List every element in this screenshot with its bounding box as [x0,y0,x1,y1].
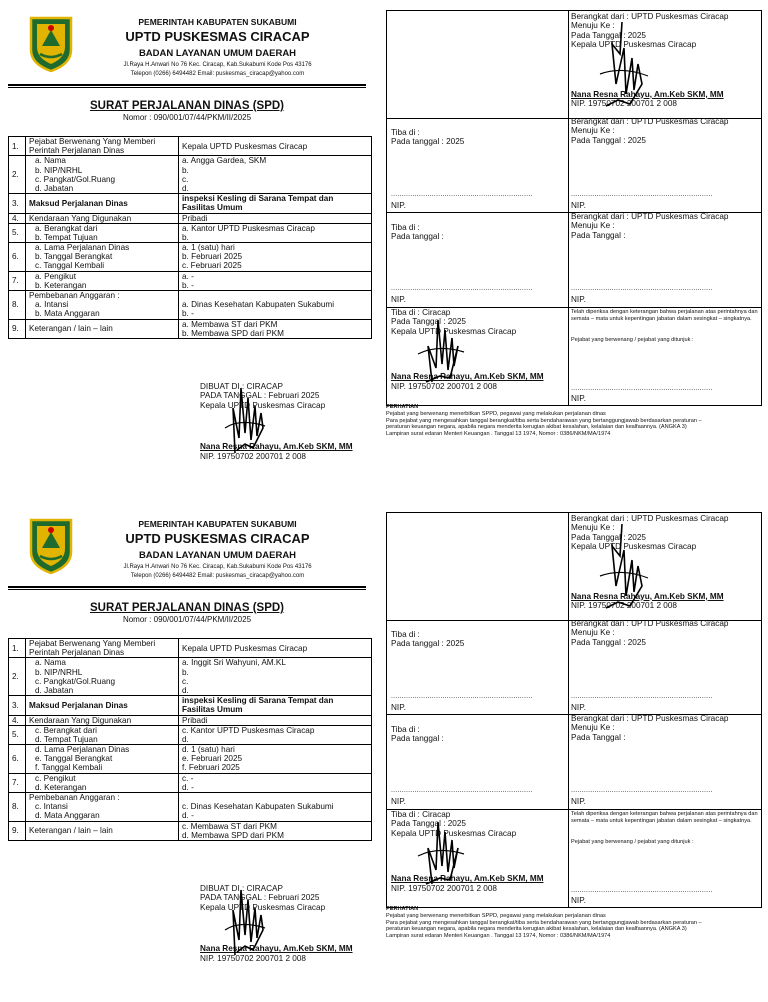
issuer-signature-block [200,382,370,461]
value-line: a. Kantor UPTD Puskesmas Ciracap [182,223,315,233]
notice-line: Pejabat yang berwenang menerbitkan SPPD, pegawai yang melakukan perjalanan dinas [386,410,606,417]
notice-line: Para pejabat yang mengesahkan tanggal berangkat/tiba serta bendaharawan yang bertanggungjawab berdasarkan peraturan – [386,417,702,424]
field-value [179,658,372,696]
row-number: 5. [9,725,26,744]
signature-line: .................................................................. [571,787,713,794]
table-row [9,745,372,774]
arrival-place: Tiba di : [391,630,420,639]
departure-from: Berangkat dari : UPTD Puskesmas Ciracap [571,714,729,723]
label-line: d. Keterangan [35,782,87,792]
endorsement-grid [386,512,762,908]
table-row [9,223,372,242]
field-value [179,223,372,242]
notice-line: Lampiran surat edaran Menteri Keuangan . Tanggal 13 1974, Nomor : 0386/NKM/MA/1974 [386,933,611,940]
arrival-place: Tiba di : [391,725,420,734]
letterhead-contact: Telepon (0266) 6494482 Email: puskesmas_ciracap@yahoo.com [130,71,305,77]
field-label [26,793,179,822]
row-number: 8. [9,291,26,320]
letterhead-government: PEMERINTAH KABUPATEN SUKABUMI [138,519,297,529]
label-line: b. Keterangan [35,280,87,290]
departure-from: Berangkat dari : UPTD Puskesmas Ciracap [571,212,729,221]
label-line: Pejabat Berwenang Yang Memberi [29,137,156,146]
nip-blank: NIP. [391,703,406,712]
value-line: b. [182,667,189,677]
letterhead-institution: UPTD PUSKESMAS CIRACAP [125,29,310,44]
label-line: b. Mata Anggaran [35,309,100,319]
table-row [9,319,372,338]
signature-line: .................................................................. [571,191,713,198]
row-number: 7. [9,773,26,792]
label-line: b. Tanggal Berangkat [35,252,113,262]
letterhead-institution: UPTD PUSKESMAS CIRACAP [125,531,310,546]
label-line: c. Pangkat/Gol.Ruang [35,676,116,686]
field-label [26,243,179,272]
arrival-place: Tiba di : [391,223,420,232]
field-label [26,658,179,696]
nip-blank: NIP. [571,797,586,806]
row-number: 8. [9,793,26,822]
table-row [9,658,372,696]
row-number: 6. [9,243,26,272]
endorsement-departure-1 [571,12,728,109]
value-line: c. Februari 2025 [182,261,242,271]
value-line: c. Kantor UPTD Puskesmas Ciracap [182,725,315,735]
field-value [179,745,372,774]
notice-line: peraturan keuangan negara, apabila negara menderita kerugian akibat kesalahan, kelalaian dan kealfaannya. (ANGKA 3) [386,424,687,431]
label-line: b. NIP/NRHL [35,165,83,175]
notice-line: peraturan keuangan negara, apabila negara menderita kerugian akibat kesalahan, kelalaian dan kealfaannya. (ANGKA 3) [386,926,687,933]
value-line: b. Membawa SPD dari PKM [182,328,284,338]
signature-line: .................................................................. [571,385,713,392]
label-line: c. Berangkat dari [35,725,97,735]
notice-line: Lampiran surat edaran Menteri Keuangan . Tanggal 13 1974, Nomor : 0386/NKM/MA/1974 [386,431,611,438]
row-number: 4. [9,213,26,223]
signer-position: Kepala UPTD Puskesmas Ciracap [391,828,517,838]
label-line: c. Pengikut [35,773,76,783]
value-line: a. 1 (satu) hari [182,243,235,253]
final-arrival [391,810,544,893]
label-line: d. Lama Perjalanan Dinas [35,745,130,755]
row-number: 5. [9,223,26,242]
value-line: b. - [182,309,194,319]
destination: Menuju Ke : [571,21,615,31]
table-row [9,821,372,840]
value-line: Kepala UPTD Puskesmas Ciracap [182,643,308,653]
value-line [182,291,368,300]
signer-nip: NIP. 19750702 200701 2 008 [391,883,497,893]
label-line: Perintah Perjalanan Dinas [29,648,125,658]
letterhead-divider [8,84,366,86]
document-number: Nomor : 090/001/07/44/PKM/II/2025 [122,615,252,624]
grid-divider-vertical [568,513,569,907]
table-row [9,715,372,725]
value-line: inspeksi Kesling di Sarana Tempat dan [182,194,334,204]
issued-date: PADA TANGGAL : Februari 2025 [200,893,320,903]
departure-3 [571,212,728,240]
row-number: 9. [9,821,26,840]
table-row [9,137,372,156]
value-line: d. [182,685,189,695]
label-line: Kendaraan Yang Digunakan [29,213,132,223]
departure-2 [571,619,728,647]
departure-date: Pada Tanggal : 2025 [571,637,646,647]
table-row [9,213,372,223]
signature-line: .................................................................. [391,787,533,794]
value-line: b. [182,232,189,242]
arrival-1 [391,128,464,147]
signer-name: Nana Resna Rahayu, Am.Keb SKM, MM [391,372,544,382]
notice-section [386,906,766,940]
field-label [26,291,179,320]
field-value [179,291,372,320]
value-line: d. - [182,811,194,821]
label-line: a. Berangkat dari [35,223,98,233]
value-line: c. - [182,773,194,783]
issuer-nip: NIP. 19750702 200701 2 008 [200,953,306,963]
label-line: b. Tempat Tujuan [35,232,98,242]
arrival-place: Tiba di : [391,128,420,137]
issuer-signature-block [200,884,370,963]
issuer-name: Nana Resna Rahayu, Am.Keb SKM, MM [200,442,353,452]
issued-place: DIBUAT DI : CIRACAP [200,884,283,893]
departure-3 [571,714,728,742]
field-value [179,696,372,715]
row-number: 3. [9,696,26,715]
endorsement-departure-1 [571,514,728,611]
grid-divider-vertical [568,11,569,405]
table-row [9,194,372,213]
destination: Menuju Ke : [571,523,615,533]
field-value [179,793,372,822]
label-line: Kendaraan Yang Digunakan [29,715,132,725]
value-line: d. Membawa SPD dari PKM [182,830,284,840]
field-label [26,715,179,725]
table-row [9,156,372,194]
spd-details-table [8,136,372,339]
notice-title: PERHATIAN [386,906,419,912]
table-row [9,773,372,792]
endorsement-grid [386,10,762,406]
field-value [179,725,372,744]
signer-name: Nana Resna Rahayu, Am.Keb SKM, MM [391,874,544,884]
row-number: 9. [9,319,26,338]
nip-blank: NIP. [571,394,586,403]
row-number: 7. [9,271,26,290]
value-line: Pribadi [182,715,208,725]
table-row [9,696,372,715]
field-label [26,745,179,774]
departure-date: Pada Tanggal : [571,732,626,742]
arrival-date: Pada Tanggal : 2025 [391,317,466,327]
signer-nip: NIP. 19750702 200701 2 008 [391,381,497,391]
value-line: Fasilitas Umum [182,705,243,715]
field-label [26,271,179,290]
signer-position: Kepala UPTD Puskesmas Ciracap [391,326,517,336]
field-value [179,194,372,213]
value-line: b. Februari 2025 [182,252,243,262]
destination: Menuju Ke : [571,126,615,136]
value-line: f. Februari 2025 [182,763,240,773]
arrival-date: Pada tanggal : 2025 [391,137,465,147]
destination: Menuju Ke : [571,723,615,733]
letterhead-divider-thin [8,589,366,590]
row-number: 3. [9,194,26,213]
signer-nip: NIP. 19750702 200701 2 008 [571,601,677,611]
arrival-1 [391,630,464,649]
label-line: a. Nama [35,156,66,166]
table-row [9,639,372,658]
letterhead-address: Jl.Raya H.Anwari No 76 Kec. Ciracap, Kab.Sukabumi Kode Pos 43176 [123,62,312,68]
signature-line: .................................................................. [391,191,533,198]
departure-date: Pada Tanggal : 2025 [571,135,646,145]
value-line: b. [182,165,189,175]
value-line: c. [182,174,189,184]
departure-2 [571,117,728,145]
letterhead-contact: Telepon (0266) 6494482 Email: puskesmas_ciracap@yahoo.com [130,573,305,579]
letterhead-divider-thin [8,87,366,88]
notice-section [386,404,766,438]
value-line: a. Dinas Kesehatan Kabupaten Sukabumi [182,300,335,310]
row-number: 2. [9,156,26,194]
label-line: b. NIP/NRHL [35,667,83,677]
label-line: a. Nama [35,658,66,668]
departure-from: Berangkat dari : UPTD Puskesmas Ciracap [571,514,729,523]
spd-details-table [8,638,372,841]
arrival-date: Pada tanggal : [391,734,444,744]
field-label [26,223,179,242]
value-line: a. Membawa ST dari PKM [182,319,278,329]
destination: Menuju Ke : [571,221,615,231]
label-line: d. Jabatan [35,685,74,695]
letterhead-blud: BADAN LAYANAN UMUM DAERAH [138,48,297,59]
value-line: inspeksi Kesling di Sarana Tempat dan [182,696,334,706]
signer-position: Kepala UPTD Puskesmas Ciracap [571,40,697,50]
field-label [26,319,179,338]
authorized-official-label: Pejabat yang berwenang / pejabat yang ditunjuk : [571,839,694,845]
label-line: c. Intansi [35,802,68,812]
table-row [9,291,372,320]
letterhead-address: Jl.Raya H.Anwari No 76 Kec. Ciracap, Kab.Sukabumi Kode Pos 43176 [123,564,312,570]
verification-note: Telah diperiksa dengan keterangan bahwa perjalanan atas perintahnya dan semata – mata untuk kepentingan jabatan dalam sesingkat – singkatnya. [571,811,758,824]
label-line: Keterangan / lain – lain [29,324,113,334]
field-label [26,773,179,792]
value-line: c. Membawa ST dari PKM [182,821,277,831]
field-value [179,243,372,272]
signer-name: Nana Resna Rahayu, Am.Keb SKM, MM [571,591,724,601]
label-line: f. Tanggal Kembali [35,763,103,773]
value-line: a. Inggit Sri Wahyuni, AM.KL [182,658,286,668]
departure-date: Pada Tanggal : 2025 [571,30,646,40]
field-value [179,639,372,658]
signature-line: .................................................................. [571,887,713,894]
signer-nip: NIP. 19750702 200701 2 008 [571,99,677,109]
arrival-date: Pada tanggal : [391,232,444,242]
arrival-date: Pada Tanggal : 2025 [391,819,466,829]
label-line: Pembebanan Anggaran : [29,291,120,300]
field-value [179,319,372,338]
departure-from: Berangkat dari : UPTD Puskesmas Ciracap [571,12,729,21]
row-number: 2. [9,658,26,696]
row-number: 4. [9,715,26,725]
departure-date: Pada Tanggal : 2025 [571,532,646,542]
label-line: e. Tanggal Berangkat [35,754,113,764]
authorized-official-label: Pejabat yang berwenang / pejabat yang ditunjuk : [571,337,694,343]
issuer-position: Kepala UPTD Puskesmas Ciracap [200,902,326,912]
value-line: Fasilitas Umum [182,203,243,213]
notice-title: PERHATIAN [386,404,419,410]
label-line: a. Intansi [35,300,69,310]
value-line: c. [182,676,189,686]
letterhead-blud: BADAN LAYANAN UMUM DAERAH [138,550,297,561]
label-line: Perintah Perjalanan Dinas [29,146,125,156]
label-line: Keterangan / lain – lain [29,826,113,836]
signature-line: .................................................................. [571,285,713,292]
destination: Menuju Ke : [571,628,615,638]
value-line: b. - [182,280,194,290]
field-value [179,715,372,725]
issued-place: DIBUAT DI : CIRACAP [200,382,283,391]
document-title: SURAT PERJALANAN DINAS (SPD) [89,100,285,112]
field-label [26,639,179,658]
row-number: 1. [9,639,26,658]
arrival-place: Tiba di : Ciracap [391,308,451,317]
issuer-position: Kepala UPTD Puskesmas Ciracap [200,400,326,410]
nip-blank: NIP. [391,797,406,806]
label-line: Pejabat Berwenang Yang Memberi [29,639,156,648]
value-line: e. Februari 2025 [182,754,243,764]
value-line: d. [182,734,189,744]
value-line: d. - [182,782,194,792]
field-value [179,213,372,223]
label-line: c. Pangkat/Gol.Ruang [35,174,116,184]
table-row [9,271,372,290]
row-number: 1. [9,137,26,156]
row-number: 6. [9,745,26,774]
arrival-place: Tiba di : Ciracap [391,810,451,819]
value-line [182,793,368,802]
field-label [26,156,179,194]
issuer-nip: NIP. 19750702 200701 2 008 [200,451,306,461]
label-line: c. Tanggal Kembali [35,261,105,271]
value-line: a. - [182,271,194,281]
spd-form-copy [0,0,768,490]
letterhead-divider [8,586,366,588]
arrival-2 [391,223,444,242]
arrival-date: Pada tanggal : 2025 [391,639,465,649]
nip-blank: NIP. [571,896,586,905]
final-arrival [391,308,544,391]
signature-line: .................................................................. [391,285,533,292]
table-row [9,793,372,822]
value-line: a. Angga Gardea, SKM [182,156,267,166]
value-line: d. [182,183,189,193]
document-number: Nomor : 090/001/07/44/PKM/II/2025 [122,113,252,122]
field-value [179,271,372,290]
value-line: c. Dinas Kesehatan Kabupaten Sukabumi [182,802,334,812]
signature-line: .................................................................. [571,693,713,700]
spd-form-copy [0,502,768,992]
issued-date: PADA TANGGAL : Februari 2025 [200,391,320,401]
label-line: d. Jabatan [35,183,74,193]
value-line: Kepala UPTD Puskesmas Ciracap [182,141,308,151]
field-value [179,773,372,792]
field-value [179,156,372,194]
field-value [179,821,372,840]
departure-from: Berangkat dari : UPTD Puskesmas Ciracap [571,619,729,628]
label-line: Maksud Perjalanan Dinas [29,198,128,208]
label-line: a. Lama Perjalanan Dinas [35,243,130,253]
departure-from: Berangkat dari : UPTD Puskesmas Ciracap [571,117,729,126]
nip-blank: NIP. [571,201,586,210]
field-label [26,137,179,156]
value-line: d. 1 (satu) hari [182,745,235,755]
nip-blank: NIP. [571,295,586,304]
field-label [26,213,179,223]
table-row [9,243,372,272]
field-label [26,725,179,744]
label-line: d. Mata Anggaran [35,811,100,821]
label-line: d. Tempat Tujuan [35,734,98,744]
value-line: Pribadi [182,213,208,223]
label-line: a. Pengikut [35,271,76,281]
label-line: Pembebanan Anggaran : [29,793,120,802]
document-title: SURAT PERJALANAN DINAS (SPD) [89,602,285,614]
departure-date: Pada Tanggal : [571,230,626,240]
nip-blank: NIP. [571,703,586,712]
issuer-name: Nana Resna Rahayu, Am.Keb SKM, MM [200,944,353,954]
field-label [26,696,179,715]
label-line: Maksud Perjalanan Dinas [29,700,128,710]
notice-line: Para pejabat yang mengesahkan tanggal berangkat/tiba serta bendaharawan yang bertanggungjawab berdasarkan peraturan – [386,919,702,926]
verification-note: Telah diperiksa dengan keterangan bahwa perjalanan atas perintahnya dan semata – mata untuk kepentingan jabatan dalam sesingkat – singkatnya. [571,309,758,322]
signer-position: Kepala UPTD Puskesmas Ciracap [571,542,697,552]
nip-blank: NIP. [391,295,406,304]
signer-name: Nana Resna Rahayu, Am.Keb SKM, MM [571,89,724,99]
field-label [26,194,179,213]
field-label [26,821,179,840]
sukabumi-emblem-icon [28,518,74,574]
nip-blank: NIP. [391,201,406,210]
arrival-2 [391,725,444,744]
notice-line: Pejabat yang berwenang menerbitkan SPPD, pegawai yang melakukan perjalanan dinas [386,912,606,919]
table-row [9,725,372,744]
letterhead-government: PEMERINTAH KABUPATEN SUKABUMI [138,17,297,27]
signature-line: .................................................................. [391,693,533,700]
field-value [179,137,372,156]
sukabumi-emblem-icon [28,16,74,72]
